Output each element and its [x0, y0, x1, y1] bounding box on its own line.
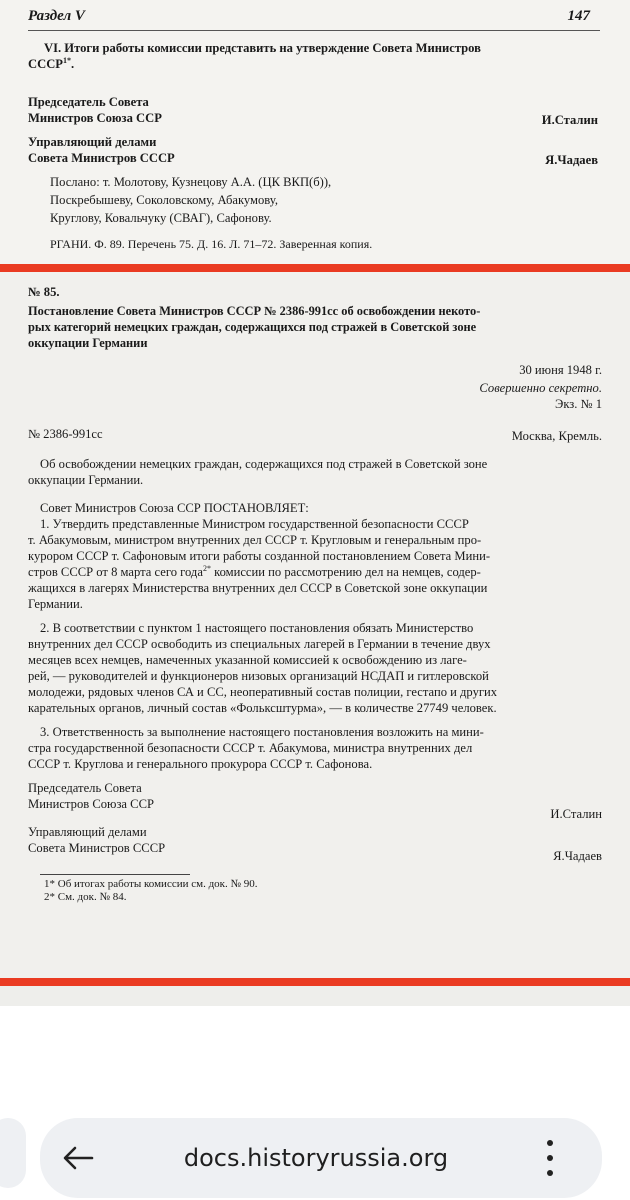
document-title-line-2: рых категорий немецких граждан, содержащихся под стражей в Советской зоне: [28, 320, 477, 334]
header-rule: [28, 30, 600, 31]
running-header-section: Раздел V: [28, 8, 85, 24]
chairman-title-line-2: Министров Союза ССР: [28, 797, 154, 811]
page-fragment-bottom: [0, 986, 630, 1006]
document-title-line-1: Постановление Совета Министров СССР № 2386-991сс об освобождении некото-: [28, 304, 481, 318]
arrow-left-icon[interactable]: [60, 1140, 96, 1176]
distribution-line-1: Послано: т. Молотову, Кузнецову А.А. (ЦК ВКП(б)),: [50, 175, 332, 189]
document-title-line-3: оккупации Германии: [28, 336, 148, 350]
manager-signature: Я.Чадаев: [553, 849, 602, 863]
para2-line-5: молодежи, рядовых членов СА и СС, неоперативный состав полиции, гестапо и других: [28, 685, 498, 699]
footnote-1: 1* Об итогах работы комиссии см. док. № 90.: [44, 878, 258, 890]
chairman-title-line-1: Председатель Совета: [28, 781, 142, 795]
previous-tab-edge: [0, 1118, 26, 1188]
red-divider-bottom: [0, 978, 630, 986]
red-divider-top: [0, 264, 630, 272]
para1-line-6: Германии.: [28, 597, 83, 611]
document-date: 30 июня 1948 г.: [519, 363, 602, 377]
para3-line-2: стра государственной безопасности СССР т. Абакумова, министра внутренних дел: [28, 741, 473, 755]
para2-line-2: внутренних дел СССР освободить из специальных лагерей в Германии в течение двух: [28, 637, 491, 651]
para2-line-6: карательных органов, личный состав «Фольксштурма», — в количестве 27749 человек.: [28, 701, 497, 715]
para2-line-1: 2. В соответствии с пунктом 1 настоящего постановления обязать Министерство: [40, 621, 474, 635]
secrecy-stamp: Совершенно секретно.: [479, 381, 602, 395]
para3-line-3: СССР т. Круглова и генерального прокурора СССР т. Сафонова.: [28, 757, 373, 771]
para3-line-1: 3. Ответственность за выполнение настоящего постановления возложить на мини-: [40, 725, 484, 739]
para1-line-1: 1. Утвердить представленные Министром государственной безопасности СССР: [40, 517, 469, 531]
para2-line-3: месяцев всех немцев, намеченных указанной комиссией к освобождению из лаге-: [28, 653, 467, 667]
para1-line-5: жащихся в лагерях Министерства внутренних дел СССР в Советской зоне оккупации: [28, 581, 488, 595]
running-header-page-number: 147: [567, 8, 590, 24]
manager-title-line-1: Управляющий делами: [28, 825, 147, 839]
chairman-signature: И.Сталин: [550, 807, 602, 821]
document-place: Москва, Кремль.: [511, 429, 602, 443]
subject-line-1: Об освобождении немецких граждан, содержащихся под стражей в Советской зоне: [40, 457, 488, 471]
para1-line-3: курором СССР т. Сафоновым итоги работы созданной постановлением Совета Мини-: [28, 549, 491, 563]
top-chairman-title-line-2: Министров Союза ССР: [28, 111, 162, 125]
top-chairman-signature: И.Сталин: [541, 113, 598, 127]
manager-title-line-2: Совета Министров СССР: [28, 841, 166, 855]
copy-number: Экз. № 1: [555, 397, 602, 411]
para1-line-4: стров СССР от 8 марта сего года$^{2*}$ комиссии по рассмотрению дел на немцев, содер-: [28, 563, 481, 579]
footnote-rule: [40, 874, 190, 875]
item-vi-line-1: VI. Итоги работы комиссии представить на утверждение Совета Министров: [44, 41, 481, 55]
registration-number: № 2386-991сс: [28, 427, 103, 441]
distribution-line-2: Поскребышеву, Соколовскому, Абакумову,: [50, 193, 278, 207]
para2-line-4: рей, — руководителей и функционеров низовых организаций НСДАП и гитлеровской: [28, 669, 489, 683]
top-manager-title-line-2: Совета Министров СССР: [28, 151, 175, 165]
distribution-line-3: Круглову, Ковальчуку (СВАГ), Сафонову.: [50, 211, 272, 225]
top-chairman-title-line-1: Председатель Совета: [28, 95, 149, 109]
document-number: № 85.: [28, 285, 60, 299]
top-manager-signature: Я.Чадаев: [545, 153, 598, 167]
subject-line-2: оккупации Германии.: [28, 473, 144, 487]
item-vi-line-2: $СССР^{1*}$.: [28, 55, 75, 71]
url-text[interactable]: docs.historyrussia.org: [183, 1144, 449, 1172]
footnote-2: 2* См. док. № 84.: [44, 891, 127, 903]
top-manager-title-line-1: Управляющий делами: [28, 135, 157, 149]
more-vertical-icon[interactable]: [540, 1136, 560, 1180]
decree-intro: Совет Министров Союза ССР ПОСТАНОВЛЯЕТ:: [40, 501, 309, 515]
archive-reference: РГАНИ. Ф. 89. Перечень 75. Д. 16. Л. 71–72. Заверенная копия.: [50, 237, 373, 251]
para1-line-2: т. Абакумовым, министром внутренних дел СССР т. Кругловым и генеральным про-: [28, 533, 482, 547]
